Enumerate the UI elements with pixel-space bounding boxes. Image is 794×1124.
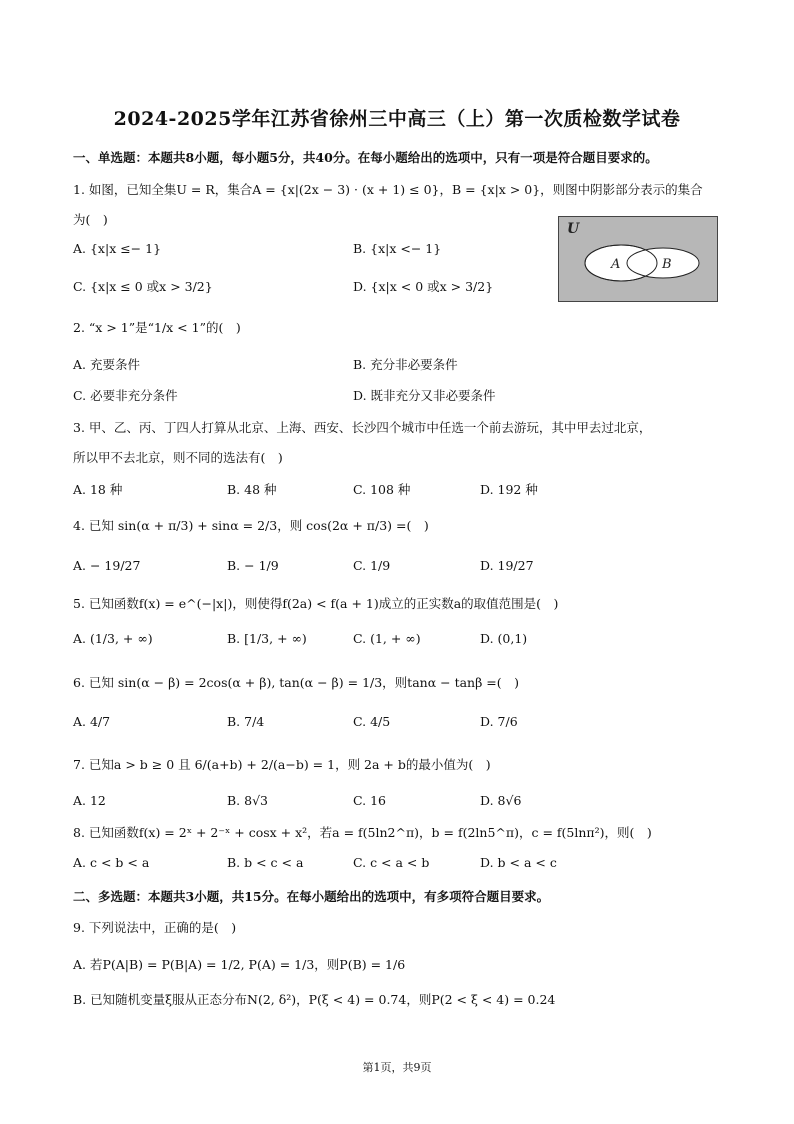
question-6-option-d: D. 7/6 — [480, 714, 518, 729]
question-8-option-d: D. b < a < c — [480, 855, 557, 870]
question-7-option-a: A. 12 — [73, 793, 106, 808]
question-1-option-c: C. {x|x ≤ 0 或x > 3/2} — [73, 279, 213, 294]
venn-label-a: A — [611, 257, 621, 272]
question-5-option-d: D. (0,1) — [480, 631, 528, 646]
question-9-option-b: B. 已知随机变量ξ服从正态分布N(2, δ²)，P(ξ < 4) = 0.74，则P(2 < ξ < 4) = 0.24 — [73, 992, 556, 1007]
question-7-stem: 7. 已知a > b ≥ 0 且 6/(a+b) + 2/(a−b) = 1，则 2a + b的最小值为( ) — [73, 757, 491, 772]
question-5-option-c: C. (1, + ∞) — [353, 631, 421, 646]
question-1-option-b: B. {x|x <− 1} — [353, 241, 442, 256]
question-3-stem-cont: 所以甲不去北京，则不同的选法有( ) — [73, 450, 283, 465]
venn-label-u: U — [567, 221, 580, 237]
section-heading-single-choice: 一、单选题：本题共8小题，每小题5分，共40分。在每小题给出的选项中，只有一项是符合题目要求的。 — [73, 150, 658, 165]
question-4-stem: 4. 已知 sin(α + π/3) + sinα = 2/3，则 cos(2α + π/3) =( ) — [73, 518, 429, 533]
question-6-option-c: C. 4/5 — [353, 714, 391, 729]
question-6-stem: 6. 已知 sin(α − β) = 2cos(α + β), tan(α − β) = 1/3，则tanα − tanβ =( ) — [73, 675, 520, 690]
question-8-stem: 8. 已知函数f(x) = 2ˣ + 2⁻ˣ + cosx + x²，若a = f(5ln2^π)，b = f(2ln5^π)，c = f(5lnπ²)，则( ) — [73, 825, 652, 840]
question-5-stem: 5. 已知函数f(x) = e^(−|x|)，则使得f(2a) < f(a + 1)成立的正实数a的取值范围是( ) — [73, 596, 559, 611]
question-8-option-b: B. b < c < a — [227, 855, 304, 870]
question-7-option-c: C. 16 — [353, 793, 386, 808]
page-footer: 第1页，共9页 — [362, 1061, 432, 1074]
question-2-option-b: B. 充分非必要条件 — [353, 357, 458, 372]
question-8-option-a: A. c < b < a — [73, 855, 150, 870]
question-2-option-d: D. 既非充分又非必要条件 — [353, 388, 496, 403]
page-title: 2024-2025学年江苏省徐州三中高三（上）第一次质检数学试卷 — [113, 108, 681, 130]
question-4-option-a: A. − 19/27 — [73, 558, 141, 573]
venn-svg — [559, 217, 717, 301]
question-3-option-a: A. 18 种 — [73, 482, 123, 497]
question-3-option-c: C. 108 种 — [353, 482, 411, 497]
question-6-option-b: B. 7/4 — [227, 714, 265, 729]
question-3-option-b: B. 48 种 — [227, 482, 277, 497]
question-5-option-b: B. [1/3, + ∞) — [227, 631, 307, 646]
question-1-option-a: A. {x|x ≤− 1} — [73, 241, 162, 256]
question-4-option-b: B. − 1/9 — [227, 558, 279, 573]
question-2-stem: 2. “x > 1”是“1/x < 1”的( ) — [73, 320, 241, 335]
section-heading-multiple-choice: 二、多选题：本题共3小题，共15分。在每小题给出的选项中，有多项符合题目要求。 — [73, 889, 550, 904]
question-8-option-c: C. c < a < b — [353, 855, 430, 870]
venn-label-b: B — [662, 257, 672, 272]
question-5-option-a: A. (1/3, + ∞) — [73, 631, 153, 646]
question-9-option-a: A. 若P(A|B) = P(B|A) = 1/2, P(A) = 1/3，则P(B) = 1/6 — [73, 957, 406, 972]
venn-diagram — [558, 216, 718, 302]
question-7-option-b: B. 8√3 — [227, 793, 269, 808]
question-3-option-d: D. 192 种 — [480, 482, 538, 497]
question-1-stem: 1. 如图，已知全集U = R，集合A = {x|(2x − 3) · (x + 1) ≤ 0}，B = {x|x > 0}，则图中阴影部分表示的集合 — [73, 182, 703, 197]
question-1-option-d: D. {x|x < 0 或x > 3/2} — [353, 279, 494, 294]
question-9-stem: 9. 下列说法中，正确的是( ) — [73, 920, 237, 935]
question-3-stem: 3. 甲、乙、丙、丁四人打算从北京、上海、西安、长沙四个城市中任选一个前去游玩，其中甲去过北京， — [73, 420, 652, 435]
question-4-option-d: D. 19/27 — [480, 558, 534, 573]
question-4-option-c: C. 1/9 — [353, 558, 391, 573]
question-1-stem-cont: 为( ) — [73, 212, 108, 227]
question-2-option-c: C. 必要非充分条件 — [73, 388, 178, 403]
question-2-option-a: A. 充要条件 — [73, 357, 140, 372]
question-7-option-d: D. 8√6 — [480, 793, 522, 808]
question-6-option-a: A. 4/7 — [73, 714, 111, 729]
